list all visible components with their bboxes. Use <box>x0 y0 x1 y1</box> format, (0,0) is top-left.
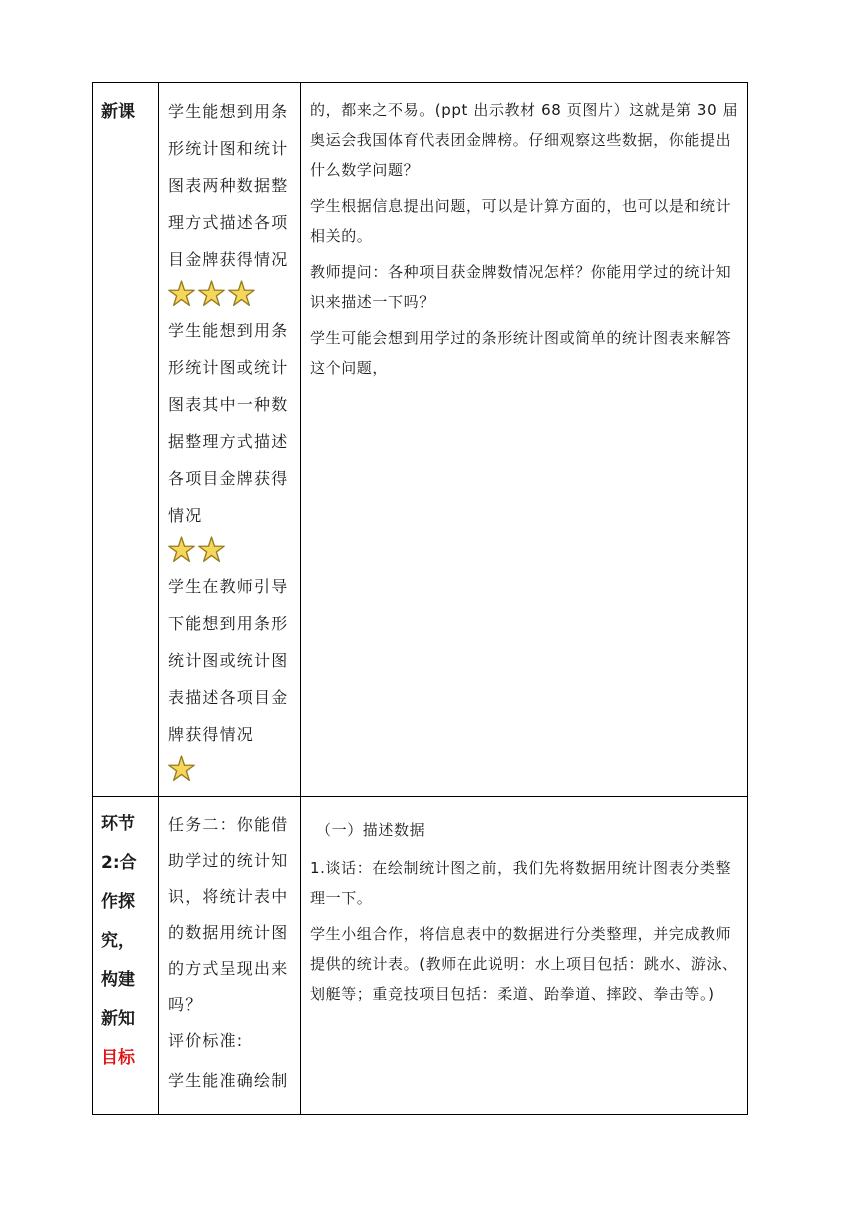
criteria-text: 学生能想到用条形统计图和统计图表两种数据整理方式描述各项目金牌获得情况 <box>168 102 289 269</box>
section-cell <box>93 83 159 796</box>
content-paragraph: 的，都来之不易。(ppt 出示教材 68 页图片）这就是第 30 届奥运会我国体育代表团金牌榜。仔细观察这些数据，你能提出什么数学问题？ <box>310 101 739 179</box>
content-paragraph: 学生小组合作，将信息表中的数据进行分类整理，并完成教师提供的统计表。(教师在此说明：水上项目包括：跳水、游泳、划艇等；重竞技项目包括：柔道、跆拳道、摔跤、拳击等。) <box>310 925 738 1003</box>
criteria-text: 学生在教师引导下能想到用条形统计图或统计图表描述各项目金牌获得情况 <box>168 577 289 744</box>
content-paragraph: 教师提问：各种项目获金牌数情况怎样？你能用学过的统计知识来描述一下吗？ <box>310 263 732 311</box>
content-cell <box>301 83 747 796</box>
star-icon <box>228 280 255 307</box>
section-label-line: 环节 <box>101 814 135 834</box>
content-paragraph: 学生根据信息提出问题，可以是计算方面的，也可以是和统计相关的。 <box>310 197 732 245</box>
task-text: 任务二：你能借助学过的统计知识，将统计表中的数据用统计图的方式呈现出来吗？ <box>168 815 289 1014</box>
table-row <box>93 83 747 797</box>
section-label-line: 究， <box>101 931 135 951</box>
section-cell <box>93 797 159 1114</box>
criteria-cell <box>159 83 301 796</box>
star-icon <box>168 536 195 563</box>
content-cell <box>301 797 747 1114</box>
section-label-line: 构建 <box>101 970 135 990</box>
star-rating <box>168 534 294 564</box>
section-label-line: 2:合 <box>101 853 137 873</box>
star-icon <box>168 755 195 782</box>
content-paragraph: 1.谈话：在绘制统计图之前，我们先将数据用统计图表分类整理一下。 <box>310 859 732 907</box>
table-row <box>93 797 747 1114</box>
criteria-text: 学生能想到用条形统计图或统计图表其中一种数据整理方式描述各项目金牌获得情况 <box>168 321 289 525</box>
star-rating <box>168 753 294 783</box>
criteria-label: 评价标准: <box>168 1031 244 1050</box>
section-label-line: 新知 <box>101 1009 135 1029</box>
content-heading: （一）描述数据 <box>316 821 426 839</box>
star-icon <box>198 280 225 307</box>
section-label: 新课 <box>101 102 135 122</box>
criteria-text: 学生能准确绘制 <box>168 1071 289 1090</box>
star-icon <box>198 536 225 563</box>
section-label-goal: 目标 <box>101 1048 135 1068</box>
content-paragraph: 学生可能会想到用学过的条形统计图或简单的统计图表来解答这个问题， <box>310 329 732 377</box>
star-icon <box>168 280 195 307</box>
star-rating <box>168 278 294 308</box>
section-label-line: 作探 <box>101 892 135 912</box>
lesson-plan-table <box>92 82 748 1115</box>
criteria-cell <box>159 797 301 1114</box>
